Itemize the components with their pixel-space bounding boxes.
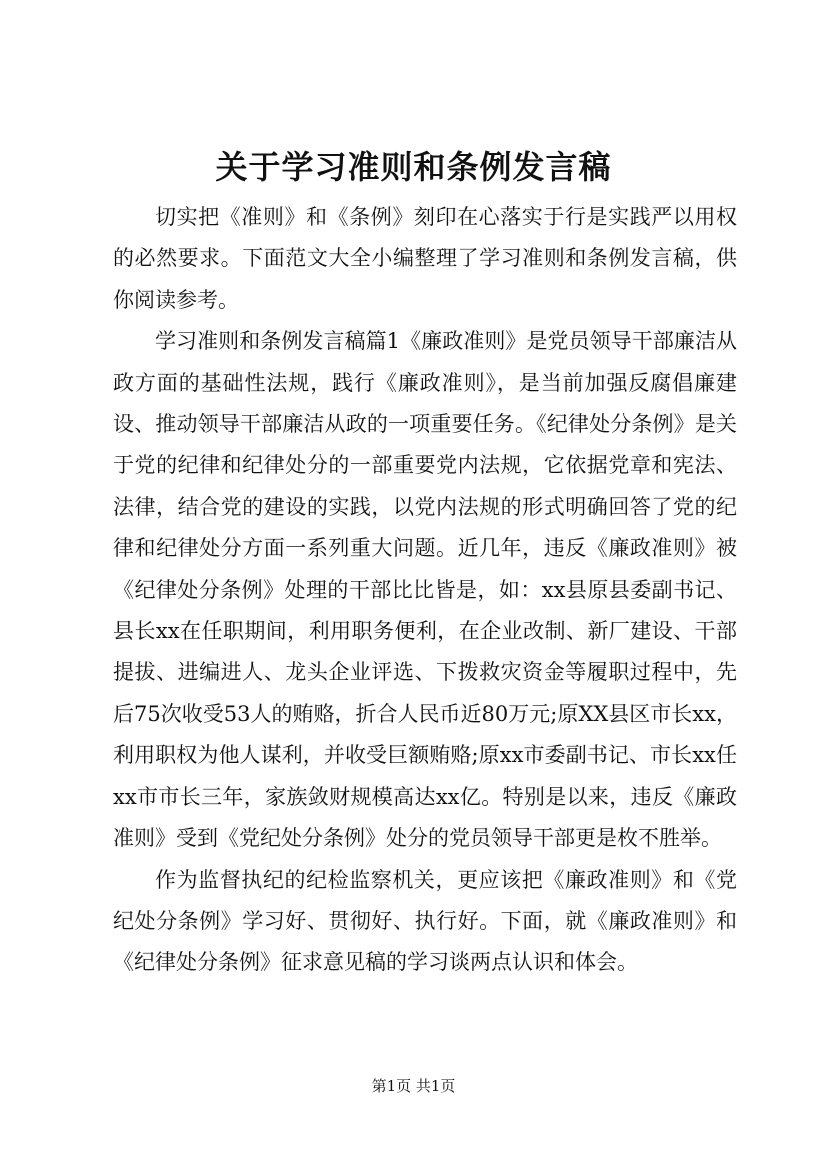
document-title: 关于学习准则和条例发言稿 — [215, 148, 612, 186]
document-body — [113, 197, 737, 984]
paragraph-intro: 切实把《准则》和《条例》刻印在心落实于行是实践严以用权的必然要求。下面范文大全小编整理了学习准则和条例发言稿，供你阅读参考。 — [113, 205, 737, 312]
paragraph-closing: 作为监督执纪的纪检监察机关，更应该把《廉政准则》和《党纪处分条例》学习好、贯彻好、执行好。下面，就《廉政准则》和《纪律处分条例》征求意见稿的学习谈两点认识和体会。 — [113, 867, 737, 975]
page-footer: 第1页 共1页 — [371, 1077, 456, 1095]
paragraph-main: 学习准则和条例发言稿篇1《廉政准则》是党员领导干部廉洁从政方面的基础性法规，践行《廉政准则》，是当前加强反腐倡廉建设、推动领导干部廉洁从政的一项重要任务。《纪律处分条例》是关于党的纪律和纪律处分的一部重要党内法规，它依据党章和宪法、法律，结合党的建设的实践，以党内法规的形式明确回答了党的纪律和纪律处分方面一系列重大问题。近几年，违反《廉政准则》被《纪律处分条例》处理的干部比比皆是，如：xx县原县委副书记、县长xx在任职期间，利用职务便利，在企业改制、新厂建设、干部提拔、进编进人、龙头企业评选、下拨救灾资金等履职过程中，先后75次收受53人的贿赂，折合人民币近80万元;原XX县区市长xx，利用职权为他人谋利，并收受巨额贿赂;原xx市委副书记、市长xx任xx市市长三年，家族敛财规模高达xx亿。特别是以来，违反《廉政准则》受到《党纪处分条例》处分的党员领导干部更是枚不胜举。 — [113, 329, 737, 851]
